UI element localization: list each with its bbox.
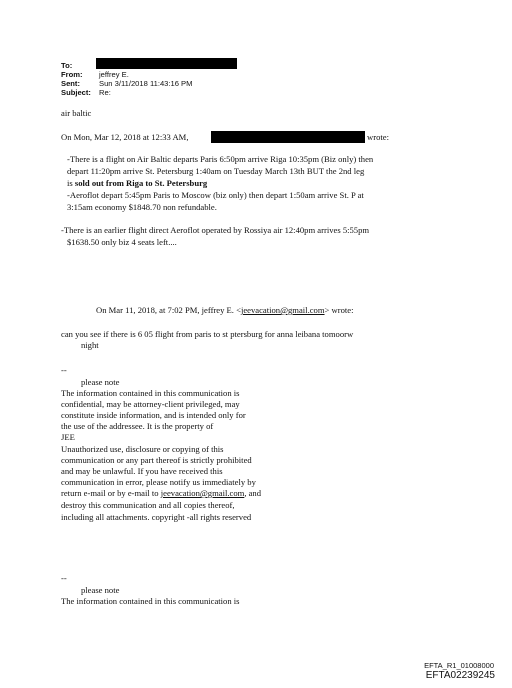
quote-line1: can you see if there is 6 05 flight from paris to st ptersburg for anna leibana tomoorw <box>61 329 354 339</box>
p1-line3-bold: sold out from Riga to St. Petersburg <box>74 178 208 188</box>
header-from <box>61 70 129 79</box>
disclaimer-line: confidential, may be attorney-client privileged, may <box>61 399 240 409</box>
reply-intro: On Mon, Mar 12, 2018 at 12:33 AM, <box>61 132 189 142</box>
p1-line3 <box>67 178 207 189</box>
sent-label: Sent: <box>61 79 80 88</box>
signature-separator: -- <box>61 365 67 375</box>
document-id: EFTA02239245 <box>425 670 495 681</box>
from-value: jeffrey E. <box>99 70 129 79</box>
disclaimer-line <box>61 488 261 499</box>
subject-value: Re: <box>99 88 111 97</box>
p2-line2: $1638.50 only biz 4 seats left.... <box>67 237 177 247</box>
redaction-bar <box>211 131 365 143</box>
reply-wrote: wrote: <box>367 132 389 142</box>
disclaimer-line: constitute inside information, and is intended only for <box>61 410 246 420</box>
disclaimer-line: the use of the addressee. It is the property of <box>61 421 214 431</box>
quote-intro-post: > wrote: <box>324 305 354 315</box>
bates-code: EFTA_R1_01008000 <box>424 661 494 670</box>
quote-intro <box>96 305 353 316</box>
header-to <box>61 61 99 70</box>
disclaimer-line: destroy this communication and all copies thereof, <box>61 500 235 510</box>
disclaimer-line: Unauthorized use, disclosure or copying of this <box>61 444 224 454</box>
disclaimer-line: JEE <box>61 432 75 442</box>
disclaimer-line: and may be unlawful. If you have received this <box>61 466 223 476</box>
p1-line1: -There is a flight on Air Baltic departs Paris 6:50pm arrive Riga 10:35pm (Biz only) then <box>67 154 374 164</box>
quote-line2: night <box>81 340 99 350</box>
p1-line5: 3:15am economy $1848.70 non refundable. <box>67 202 217 212</box>
header-subject <box>61 88 111 97</box>
header-sent <box>61 79 193 88</box>
sent-value: Sun 3/11/2018 11:43:16 PM <box>99 79 193 88</box>
disclaimer-line: including all attachments. copyright -all rights reserved <box>61 512 252 522</box>
disclaimer-line: communication in error, please notify us immediately by <box>61 477 256 487</box>
greeting: air baltic <box>61 108 92 118</box>
please-note: please note <box>81 585 120 595</box>
to-label: To: <box>61 61 73 70</box>
redaction-bar <box>96 58 237 69</box>
disclaimer-line: communication or any part thereof is strictly prohibited <box>61 455 252 465</box>
please-note: please note <box>81 377 120 387</box>
disclaimer-email-link[interactable]: jeevacation@gmail.com <box>160 488 245 498</box>
p1-line4: -Aeroflot depart 5:45pm Paris to Moscow (biz only) then depart 1:50am arrive St. P at <box>67 190 364 200</box>
disclaimer-line: The information contained in this communication is <box>61 388 240 398</box>
from-label: From: <box>61 70 83 79</box>
quote-email-link[interactable]: jeevacation@gmail.com <box>240 305 325 315</box>
p2-line1: -There is an earlier flight direct Aeroflot operated by Rossiya air 12:40pm arrives 5:55pm <box>61 225 370 235</box>
signature-separator: -- <box>61 573 67 583</box>
subject-label: Subject: <box>61 88 91 97</box>
quote-intro-pre: On Mar 11, 2018, at 7:02 PM, jeffrey E. < <box>96 305 241 315</box>
disclaimer-line-pre: return e-mail or by e-mail to <box>61 488 161 498</box>
p1-line2: depart 11:20pm arrive St. Petersburg 1:40am on Tuesday March 13th BUT the 2nd leg <box>67 166 365 176</box>
disclaimer-line: The information contained in this communication is <box>61 596 240 606</box>
p1-line3-pre: is <box>67 178 75 188</box>
disclaimer-line-post: , and <box>244 488 262 498</box>
